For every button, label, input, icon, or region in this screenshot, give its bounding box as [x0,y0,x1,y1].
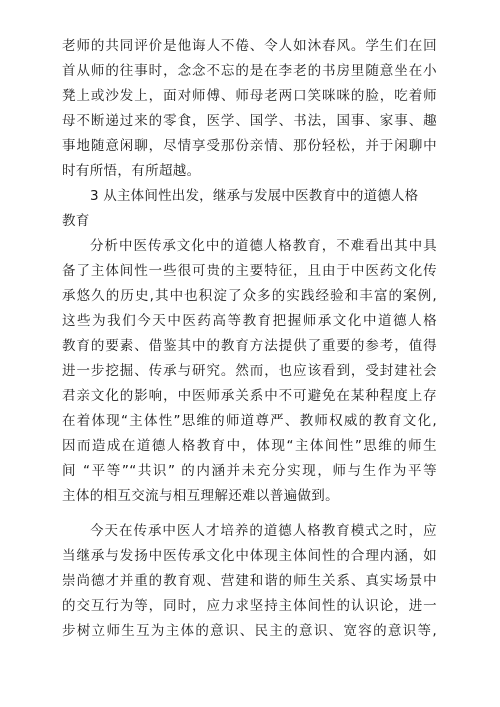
text-line: 主体的相互交流与相互理解还难以普遍做到。 [62,488,339,504]
text-line: 分析中医传承文化中的道德人格教育，不难看出其中具 [90,238,437,254]
heading-line: 教育 [62,213,90,229]
text-line: 时有所悟，有所超越。 [62,163,201,179]
text-line: 教育的要素、借鉴其中的教育方法提供了重要的参考，值得 [62,338,437,354]
text-line: 今天在传承中医人才培养的道德人格教育模式之时，应 [90,523,437,539]
text-line: 君亲文化的影响，中医师承关系中不可避免在某种程度上存 [62,388,437,404]
text-line: 这些为我们今天中医药高等教育把握师承文化中道德人格 [62,313,437,329]
text-line: 事地随意闲聊，尽情享受那份亲情、那份轻松，并于闲聊中 [62,138,437,154]
text-line: 当继承与发扬中医传承文化中体现主体间性的合理内涵，如 [62,548,437,564]
text-line: 的交互行为等，同时，应力求坚持主体间性的认识论，进一 [62,598,437,614]
text-line: 间 “平等”“共识” 的内涵并未充分实现，师与生作为平等 [62,463,437,479]
text-line: 母不断递过来的零食，医学、国学、书法，国事、家事、趣 [62,113,437,129]
heading-line: 3 从主体间性出发，继承与发展中医教育中的道德人格 [90,188,419,204]
text-line: 因而造成在道德人格教育中，体现“主体间性”思维的师生 [62,438,437,454]
text-line: 首从师的往事时，念念不忘的是在李老的书房里随意坐在小 [62,63,437,79]
text-line: 步树立师生互为主体的意识、民主的意识、宽容的意识等, [62,623,437,639]
text-line: 备了主体间性一些很可贵的主要特征，且由于中医药文化传 [62,263,437,279]
text-line: 在着体现“主体性”思维的师道尊严、教师权威的教育文化, [62,413,437,429]
text-line: 凳上或沙发上，面对师傅、师母老两口笑咪咪的脸，吃着师 [62,88,437,104]
text-line: 老师的共同评价是他诲人不倦、令人如沐春风。学生们在回 [62,38,437,54]
text-line: 崇尚德才并重的教育观、营建和谐的师生关系、真实场景中 [62,573,437,589]
text-line: 进一步挖掘、传承与研究。然而，也应该看到，受封建社会 [62,363,437,379]
text-line: 承悠久的历史,其中也积淀了众多的实践经验和丰富的案例, [62,288,437,304]
